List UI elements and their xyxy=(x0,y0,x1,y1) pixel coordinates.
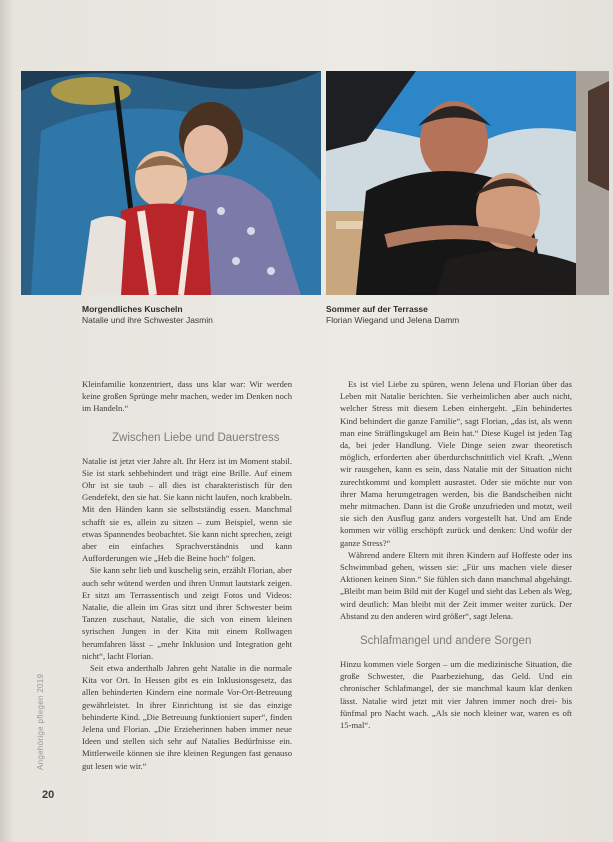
paragraph: Es ist viel Liebe zu spüren, wenn Jelena und Florian über das Leben mit Natalie berichten. Sie verheimlichen aber auch nicht, welcher Stress mit diesem Leben einhergeht. „Ein behindertes Kind behindert die ganze Familie“, sagt Florian, „das ist, als wenn man eine Sträflingskugel am Bein hat.“ Diese Kugel ist jeden Tag da, bei jeder Handlung. Viele Dinge seien zwar theoretisch möglich, erforderten aber überdurchschnittlich viel Kraft. „Wenn wir rausgehen, kann es sein, dass Natalie mit der Situation nicht zurechtkommt und komplett ausrastet. Oder sie möchte nur von ihrer Mama herumgetragen werden, bis die Bandscheiben nicht mehr mitmachen. Dann ist die Große unzufrieden und motzt, weil sie sich den Ausflug ganz anders vorgestellt hat. Und am Ende kommen wir völlig erschöpft zurück und denken: Und wofür der ganze Stress?“ xyxy=(340,379,572,548)
magazine-side-label: Angehörige pflegen 2019 xyxy=(36,673,45,770)
paragraph: Natalie ist jetzt vier Jahre alt. Ihr Herz ist im Moment stabil. Sie ist stark sehbehindert und trägt eine Brille. Auf einem Ohr ist sie taub – all dies ist charakteristisch für den Gendefekt, den sie hat. Sie kann nicht laufen, noch krabbeln. Mit den Händen kann sie selbstständig essen. Manchmal schafft sie es, allein zu sitzen – zum Beispiel, wenn sie etwas Spannendes beobachtet. Sie kann nicht sprechen, zeigt aber ein einfaches Sprachverständnis und kann Aufforderungen wie „Heb die Beine hoch“ folgen. xyxy=(82,455,292,564)
photo-caption-left xyxy=(82,304,312,326)
article-column-right xyxy=(340,378,572,731)
paragraph: Seit etwa anderthalb Jahren geht Natalie in die normale Kita vor Ort. In Hessen gibt es ein Inklusionsgesetz, das allen behinderten Kindern eine normale Vor-Ort-Betreuung gewährleistet. In ihrer Einrichtung ist sie das einzige behinderte Kind. „Die Betreuung funktioniert super“, finden Jelena und Florian. „Die Erzieherinnen haben immer neue Ideen und stellen sich sehr auf Natalies Bedürfnisse ein. Mittlerweile können sie ihre kleinen Regungen fast genauso gut lesen wie wir.“ xyxy=(82,663,292,771)
caption-subtitle: Natalie und ihre Schwester Jasmin xyxy=(82,315,213,325)
caption-title: Sommer auf der Terrasse xyxy=(326,304,428,314)
section-heading: Zwischen Liebe und Dauerstress xyxy=(112,431,280,444)
photo-morning-cuddle xyxy=(21,71,321,295)
paragraph: Kleinfamilie konzentriert, dass uns klar war: Wir werden keine großen Sprünge mehr machen, weder im Denken noch im Handeln.“ xyxy=(82,379,292,414)
caption-title: Morgendliches Kuscheln xyxy=(82,304,183,314)
page-number: 20 xyxy=(42,789,55,801)
caption-subtitle: Florian Wiegand und Jelena Damm xyxy=(326,315,460,325)
paragraph: Hinzu kommen viele Sorgen – um die medizinische Situation, die große Schwester, die Paarbeziehung, das Geld. Und ein chronischer Schlafmangel, der sie manchmal kaum klar denken lässt. Natalie wird jetzt mit vier Jahren immer noch drei- bis fünfmal pro Nacht wach. „Als sie noch kleiner war, waren es oft 15-mal“. xyxy=(340,659,572,731)
photo-summer-terrace xyxy=(326,71,609,295)
paragraph: Sie kann sehr lieb und kuschelig sein, erzählt Florian, aber auch sehr wütend werden und ihren Unmut lautstark zeigen. Er sitzt am Terrassentisch und zeigt Fotos und Videos: Natalie, die allein im Gras sitzt und ihrer Schwester beim Tanzen zuschaut, Natalie, die sich von einem kleinen syrischen Jungen in der Kita mit einem Rollwagen herumfahren lässt – „mehr Inklusion und Integration geht nicht“, lacht Florian. xyxy=(82,565,292,661)
article-column-left xyxy=(82,378,292,772)
section-heading: Schlafmangel und andere Sorgen xyxy=(360,635,532,648)
paragraph: Während andere Eltern mit ihren Kindern auf Hoffeste oder ins Schwimmbad gehen, wissen sie: „Für uns machen viele dieser Aktionen keinen Sinn.“ Sie fühlen sich dann manchmal abgehängt. „Bleibt man beim Bild mit der Kugel und sieht das Leben als Weg, wird deutlich: Man bleibt mit der Zeit immer weiter zurück. Der Abstand zu den anderen wird größer“, sagt Jelena. xyxy=(340,549,572,621)
photo-caption-right xyxy=(326,304,596,326)
